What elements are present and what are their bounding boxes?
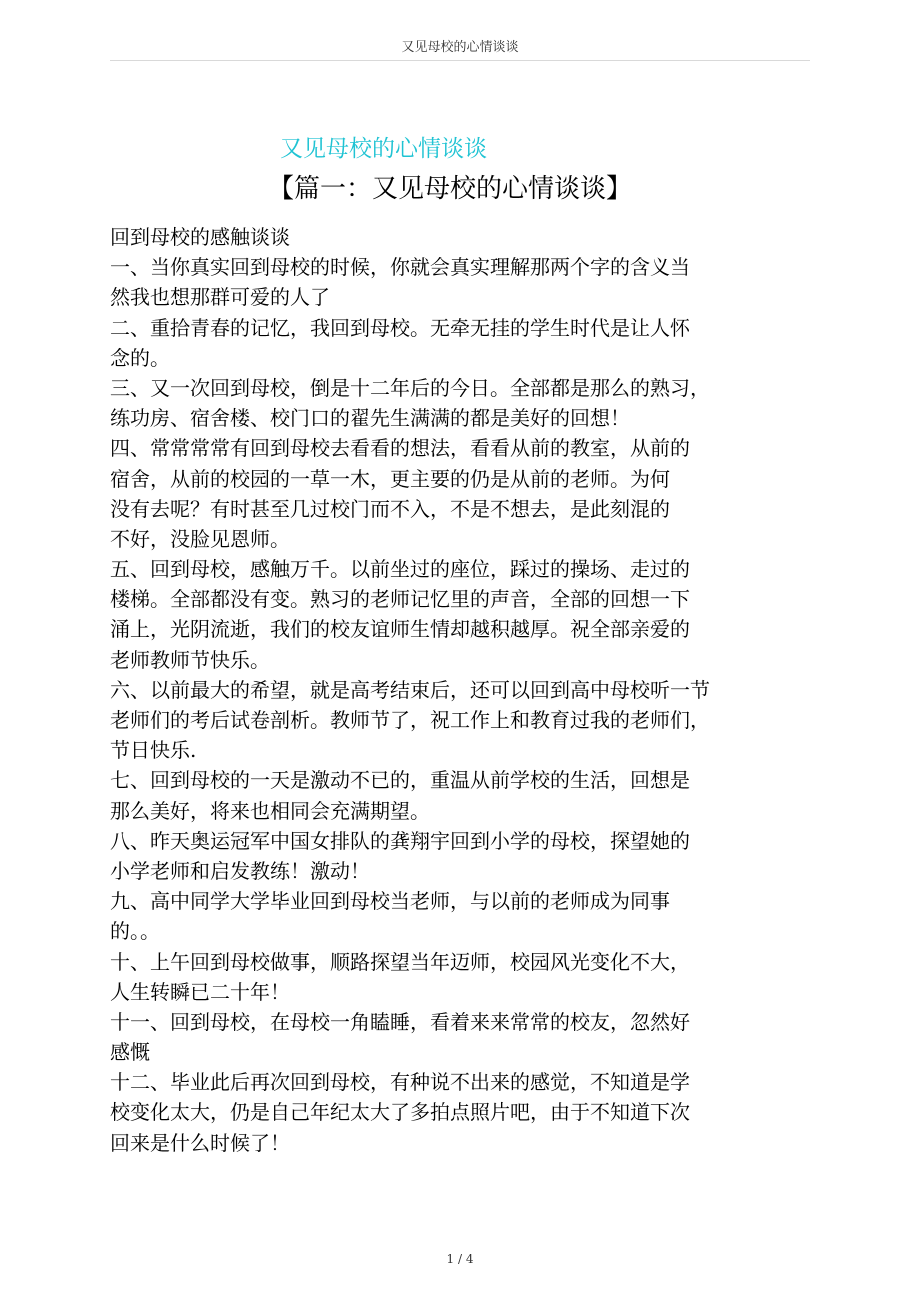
text-line: 那么美好，将来也相同会充满期望。 [110, 798, 430, 823]
text-line: 宿舍，从前的校园的一草一木，更主要的仍是从前的老师。为何 [110, 466, 670, 491]
body-text [110, 222, 760, 1158]
page-number: 1 / 4 [446, 1252, 474, 1266]
text-line: 的。。 [110, 919, 160, 944]
text-line: 二、重拾青春的记忆，我回到母校。无牵无挂的学生时代是让人怀 [110, 315, 690, 340]
section-heading: 【篇一：又见母校的心情谈谈】 [268, 174, 633, 204]
text-line: 小学老师和启发教练！激动！ [110, 858, 370, 883]
text-line: 三、又一次回到母校，倒是十二年后的今日。全部都是那么的熟习， [110, 375, 710, 400]
running-header: 又见母校的心情谈谈 [401, 40, 519, 55]
text-line: 校变化太大，仍是自己年纪太大了多拍点照片吧，由于不知道下次 [110, 1100, 690, 1125]
text-line: 五、回到母校，感触万千。以前坐过的座位，踩过的操场、走过的 [110, 557, 690, 582]
text-line: 然我也想那群可爱的人了 [110, 285, 330, 310]
text-line: 回到母校的感触谈谈 [110, 225, 290, 249]
text-line: 一、当你真实回到母校的时候，你就会真实理解那两个字的含义当 [110, 255, 690, 280]
text-line: 念的。 [110, 345, 170, 370]
text-line: 六、以前最大的希望，就是高考结束后，还可以回到高中母校听一节 [110, 677, 710, 702]
text-line: 八、昨天奥运冠军中国女排队的龚翔宇回到小学的母校，探望她的 [110, 828, 690, 853]
document-title: 又见母校的心情谈谈 [280, 136, 487, 162]
text-line: 感慨 [110, 1040, 150, 1065]
text-line: 七、回到母校的一天是激动不已的，重温从前学校的生活，回想是 [110, 768, 690, 793]
text-line: 楼梯。全部都没有变。熟习的老师记忆里的声音，全部的回想一下 [110, 587, 690, 612]
header-rule [110, 60, 810, 61]
text-line: 不好，没脸见恩师。 [110, 526, 290, 551]
text-line: 涌上，光阴流逝，我们的校友谊师生情却越积越厚。祝全部亲爱的 [110, 617, 690, 642]
text-line: 人生转瞬已二十年！ [110, 979, 290, 1004]
text-line: 九、高中同学大学毕业回到母校当老师，与以前的老师成为同事 [110, 889, 670, 914]
text-line: 没有去呢？有时甚至几过校门而不入，不是不想去，是此刻混的 [110, 496, 670, 521]
text-line: 四、常常常常有回到母校去看看的想法，看看从前的教室，从前的 [110, 436, 690, 461]
text-line: 十一、回到母校，在母校一角瞌睡，看着来来常常的校友，忽然好 [110, 1009, 690, 1034]
text-line: 节日快乐. [110, 738, 197, 763]
text-line: 老师们的考后试卷剖析。教师节了，祝工作上和教育过我的老师们， [110, 708, 710, 732]
text-line: 回来是什么时候了！ [110, 1130, 290, 1155]
text-line: 老师教师节快乐。 [110, 647, 270, 672]
text-line: 练功房、宿舍楼、校门口的翟先生满满的都是美好的回想！ [110, 406, 630, 431]
text-line: 十二、毕业此后再次回到母校，有种说不出来的感觉，不知道是学 [110, 1070, 690, 1095]
text-line: 十、上午回到母校做事，顺路探望当年迈师，校园风光变化不大， [110, 949, 690, 974]
